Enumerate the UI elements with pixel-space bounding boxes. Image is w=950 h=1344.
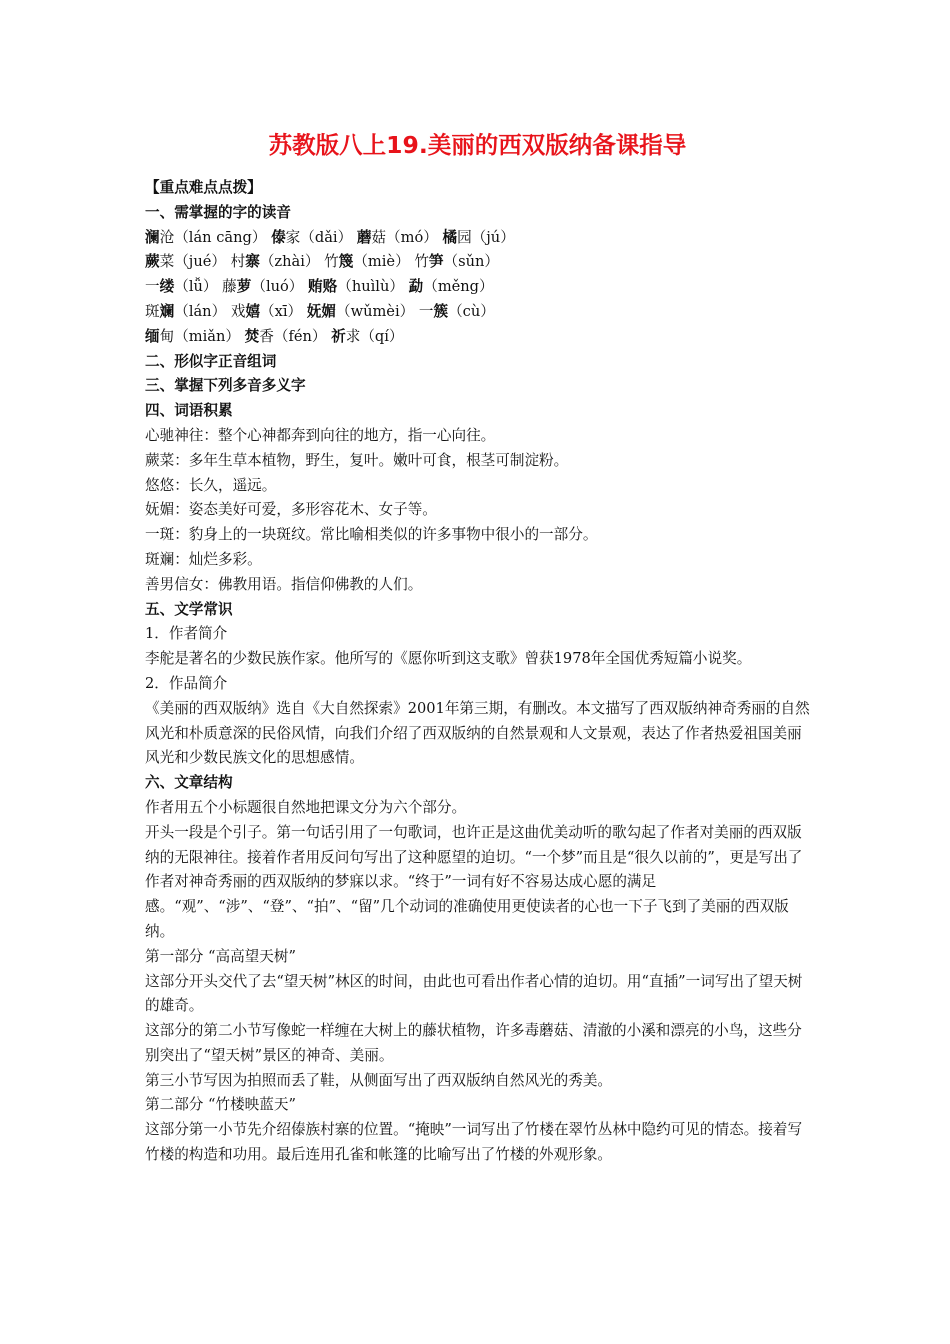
pron-char: 篾 <box>338 253 354 271</box>
pron-rest: 家（dǎi） <box>285 228 353 246</box>
focus-heading: 【重点难点点拨】 <box>145 179 262 196</box>
pron-char: 蕨 <box>145 253 160 271</box>
pron-char: 勐 <box>408 278 424 296</box>
pron-rest: 菜（jué） <box>159 253 226 271</box>
vocab-item: 心驰神往：整个心神都奔到向往的地方，指一心向往。 <box>145 426 496 444</box>
pron-rest: 园（jú） <box>457 228 515 246</box>
pron-row <box>145 250 810 275</box>
author-paragraph: 李舵是著名的少数民族作家。他所写的《愿你听到这支歌》曾获1978年全国优秀短篇小说奖。 <box>145 650 752 668</box>
part-paragraph: 第三小节写因为拍照而丢了鞋，从侧面写出了西双版纳自然风光的秀美。 <box>145 1071 613 1089</box>
pron-rest: （huìlù） <box>337 278 404 296</box>
pron-rest: 村 <box>230 253 246 271</box>
pron-rest: 求（qí） <box>345 327 404 345</box>
vocab-item: 悠悠：长久，遥远。 <box>145 476 277 494</box>
pron-rest: （xī） <box>260 302 303 320</box>
pron-rest: 藤 <box>222 278 237 296</box>
work-paragraph: 《美丽的西双版纳》选自《大自然探索》2001年第三期，有删改。本文描写了西双版纳神奇秀丽的自然风光和朴质意深的民俗风情，向我们介绍了西双版纳的自然景观和人文景观，表达了作者热爱祖国美丽风光和少数民族文化的思想感情。 <box>145 699 810 767</box>
part-heading: 第一部分 “高高望天树” <box>145 947 296 965</box>
part-heading: 第二部分 “竹楼映蓝天” <box>145 1096 296 1114</box>
part-paragraph: 这部分的第二小节写像蛇一样缠在大树上的藤状植物，许多毒蘑菇、清澈的小溪和漂亮的小鸟，这些分别突出了“望天树”景区的神奇、美丽。 <box>145 1022 802 1064</box>
pron-rest: 戏 <box>230 302 246 320</box>
vocab-item: 一斑：豹身上的一块斑纹。常比喻相类似的许多事物中很小的一部分。 <box>145 526 598 544</box>
pron-rest: 菇（mó） <box>371 228 438 246</box>
pron-char: 萝 <box>236 278 252 296</box>
pron-char: 祈 <box>331 327 346 345</box>
pron-char: 缕 <box>159 278 175 296</box>
pron-rest: 竹 <box>324 253 339 271</box>
section-heading-3: 三、掌握下列多音多义字 <box>145 377 306 395</box>
vocab-item: 妩媚：姿态美好可爱，多形容花木、女子等。 <box>145 501 437 519</box>
section-heading-4: 四、词语积累 <box>145 402 233 420</box>
pron-rest: 竹 <box>414 253 429 271</box>
pron-char: 妩媚 <box>306 302 336 320</box>
structure-paragraph: 开头一段是个引子。第一句话引用了一句歌词，也许正是这曲优美动听的歌勾起了作者对美丽的西双版纳的无限神往。接着作者用反问句写出了这种愿望的迫切。“一个梦”而且是“很久以前的”，更是写出了作者对神奇秀丽的西双版纳的梦寐以求。“终于”一词有好不容易达成心愿的满足感。“观”、“涉”、“登”、“拍”、“留”几个动词的准确使用更使读者的心也一下子飞到了美丽的西双版纳。 <box>145 823 803 940</box>
pron-char: 笋 <box>428 253 444 271</box>
pron-row <box>145 275 810 300</box>
pron-row <box>145 226 810 251</box>
part-paragraph: 这部分开头交代了去“望天树”林区的时间，由此也可看出作者心情的迫切。用“直插”一词写出了望天树的雄奇。 <box>145 972 803 1015</box>
pron-rest: （sǔn） <box>443 253 500 271</box>
section-heading-6: 六、文章结构 <box>145 774 233 792</box>
pron-char: 缅 <box>145 327 160 345</box>
work-heading: 2．作品简介 <box>145 674 228 692</box>
pron-char: 澜 <box>145 228 160 246</box>
pron-rest: （wǔmèi） <box>335 302 415 320</box>
pron-char: 蘑 <box>356 228 372 246</box>
pron-rest: 斑 <box>145 302 160 320</box>
pron-rest: （cù） <box>448 302 495 320</box>
structure-paragraph: 作者用五个小标题很自然地把课文分为六个部分。 <box>145 798 467 816</box>
pron-rest: （miè） <box>353 253 410 271</box>
pronunciation-list <box>145 226 810 350</box>
pron-row <box>145 325 810 350</box>
pron-char: 橘 <box>442 228 458 246</box>
pron-row <box>145 300 810 325</box>
pron-rest: （luó） <box>251 278 304 296</box>
section-heading-2: 二、形似字正音组词 <box>145 352 277 370</box>
pron-char: 嬉 <box>245 302 261 320</box>
pron-char: 簇 <box>433 302 449 320</box>
section-heading-1: 一、需掌握的字的读音 <box>145 203 291 221</box>
pron-char: 傣 <box>271 228 286 246</box>
pron-rest: （zhài） <box>259 253 320 271</box>
pron-char: 斓 <box>159 302 175 320</box>
section-heading-5: 五、文学常识 <box>145 600 233 618</box>
pron-char: 焚 <box>244 327 260 345</box>
pron-char: 寨 <box>245 253 260 271</box>
pron-char: 贿赂 <box>308 278 338 296</box>
part-paragraph: 这部分第一小节先介绍傣族村寨的位置。“掩映”一词写出了竹楼在翠竹丛林中隐约可见的情态。接着写竹楼的构造和功用。最后连用孔雀和帐篷的比喻写出了竹楼的外观形象。 <box>145 1121 803 1164</box>
author-heading: 1．作者简介 <box>145 625 228 643</box>
pron-rest: 一 <box>418 302 434 320</box>
page-title: 苏教版八上19.美丽的西双版纳备课指导 <box>268 131 687 159</box>
vocab-item: 斑斓：灿烂多彩。 <box>145 550 262 568</box>
pron-rest: （měng） <box>423 278 494 296</box>
pron-rest: （lǚ） <box>174 278 218 296</box>
pron-rest: 沧（lán cāng） <box>159 228 267 246</box>
document-page <box>145 130 810 1168</box>
pron-rest: 甸（miǎn） <box>159 327 240 345</box>
pron-rest: 香（fén） <box>259 327 327 345</box>
pron-rest: （lán） <box>174 302 227 320</box>
vocab-item: 善男信女：佛教用语。指信仰佛教的人们。 <box>145 575 423 593</box>
vocab-item: 蕨菜：多年生草本植物，野生，复叶。嫩叶可食，根茎可制淀粉。 <box>145 451 569 469</box>
pron-rest: 一 <box>145 278 160 296</box>
